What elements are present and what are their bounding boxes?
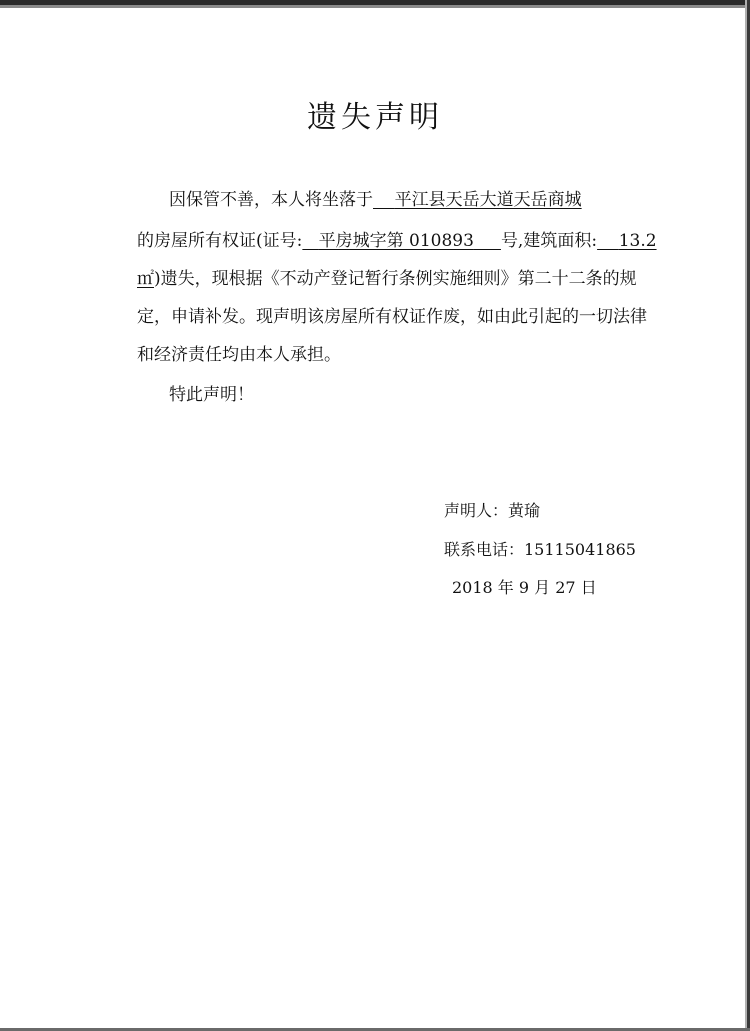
document-title: 遗失声明 (307, 100, 443, 135)
contact-phone: 联系电话：15115041865 (444, 540, 636, 559)
certificate-number: 平房城字第 010893 (318, 231, 474, 251)
scan-edge-top-shadow (0, 5, 750, 8)
building-area: 13.2 (618, 231, 657, 251)
property-address: 平江县天岳大道天岳商城 (394, 190, 582, 210)
declarant-name: 声明人：黄瑜 (444, 501, 541, 520)
body-line-1 (137, 189, 582, 211)
line3-text: )遗失，现根据《不动产登记暂行条例实施细则》第二十二条的规 (154, 269, 637, 289)
body-line-2 (137, 230, 657, 252)
body-line-3 (137, 268, 637, 290)
body-line-5: 和经济责任均由本人承担。 (137, 345, 341, 365)
scan-edge-right-shadow (745, 0, 747, 1031)
closing-statement: 特此声明！ (169, 385, 254, 405)
line1-text: 因保管不善，本人将坐落于 (169, 190, 373, 210)
body-line-6 (137, 384, 254, 406)
line2-text: 的房屋所有权证(证号: (137, 231, 303, 251)
declaration-date: 2018 年 9 月 27 日 (452, 578, 597, 597)
body-line-4: 定，申请补发。现声明该房屋所有权证作废，如由此引起的一切法律 (137, 307, 647, 327)
line2-text-b: 号,建筑面积: (500, 231, 598, 251)
area-unit: ㎡ (137, 269, 154, 289)
